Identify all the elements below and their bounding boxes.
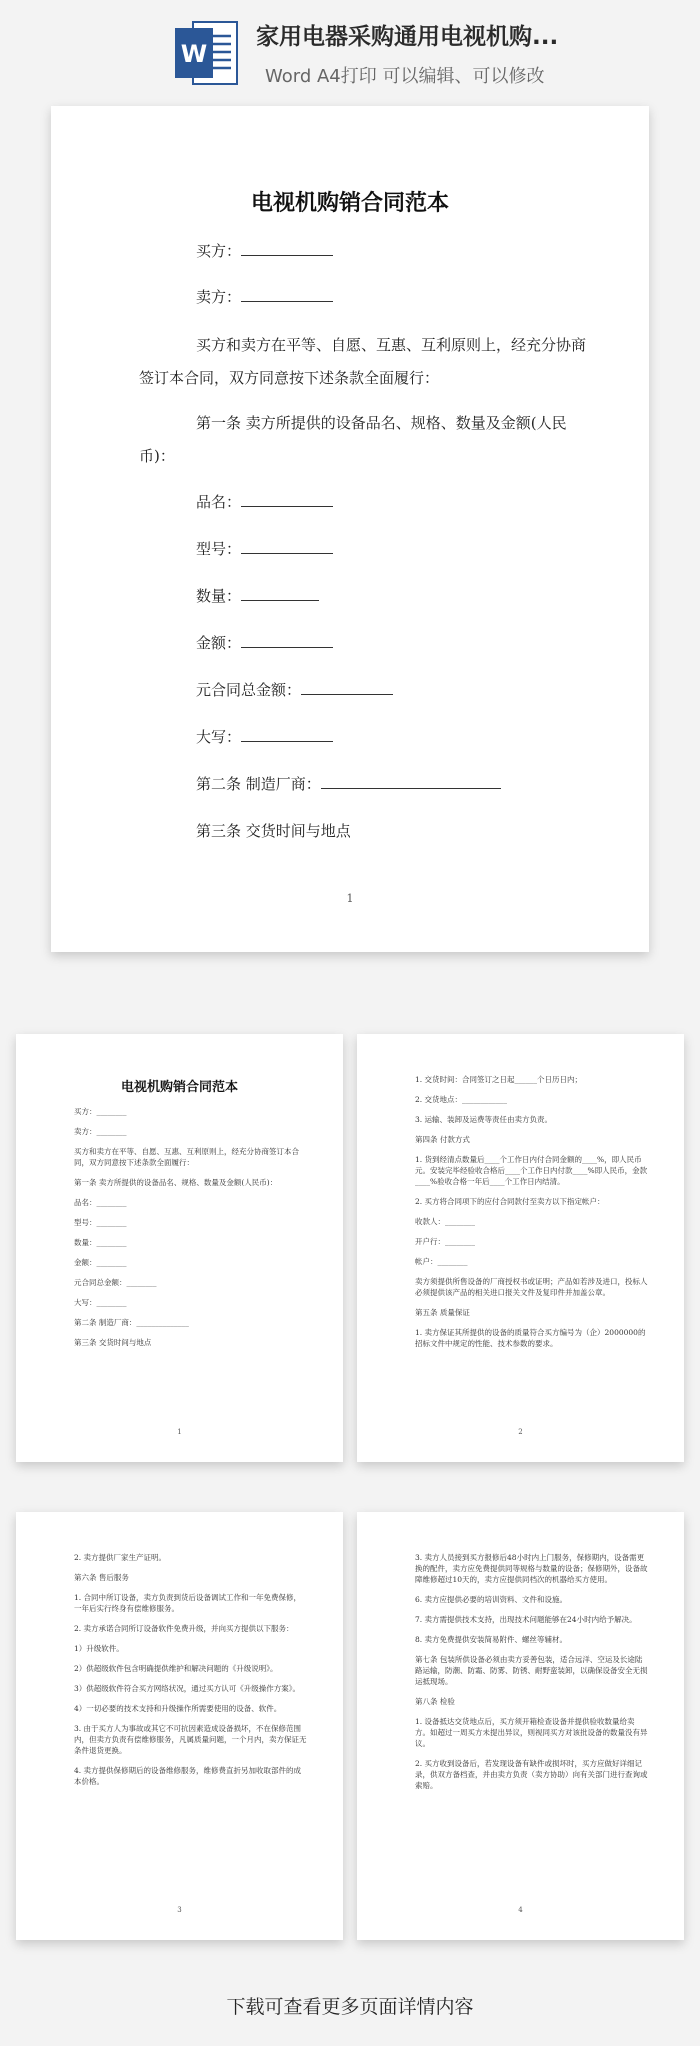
article-1-line-1: 第一条 卖方所提供的设备品名、规格、数量及金额(人民 xyxy=(196,414,567,432)
article-3-line: 第三条 交货时间与地点 xyxy=(196,822,351,840)
thumb-line: 数量：________ xyxy=(74,1238,127,1247)
total-amount-line: 元合同总金额： xyxy=(196,679,393,700)
page-number: 1 xyxy=(346,892,354,905)
thumb-line: 开户行：________ xyxy=(415,1237,475,1246)
thumb-line: 2. 买方收到设备后，若发现设备有缺件或损坏时，买方应做好详细记录，供双方备档查，并由卖方负责（卖方协助）向有关部门进行查询或索赔。 xyxy=(415,1759,648,1790)
intro-line-2: 签订本合同，双方同意按下述条款全面履行： xyxy=(139,369,440,387)
thumb-line: 收款人：________ xyxy=(415,1217,475,1226)
thumb-line: 第八条 检验 xyxy=(415,1697,455,1706)
thumb-line: 第六条 售后服务 xyxy=(74,1573,129,1582)
thumb-line: 1. 设备抵达交货地点后，买方须开箱检查设备并提供验收数量给卖方。如超过一周买方未提出异议，则视同买方对该批设备的数量没有异议。 xyxy=(415,1717,648,1748)
thumb-line: 3）供超级软件符合买方网络状况，通过买方认可《升级操作方案》。 xyxy=(74,1684,301,1693)
thumb-line: 品名：________ xyxy=(74,1198,127,1207)
thumb-line: 8. 卖方免费提供安装简易附件、螺丝等辅材。 xyxy=(415,1635,568,1644)
capital-amount-line: 大写： xyxy=(196,726,333,747)
thumb-line: 2. 卖方承诺合同所订设备软件免费升级，并向买方提供以下服务： xyxy=(74,1624,294,1633)
word-document-icon xyxy=(175,20,239,86)
thumb-1-page-number: 1 xyxy=(177,1428,182,1436)
thumb-line: 2. 卖方提供厂家生产证明。 xyxy=(74,1553,167,1562)
thumb-line: 卖方须提供所售设备的厂商授权书或证明；产品如若涉及进口，投标人必须提供该产品的相关进口报关文件及复印件并加盖公章。 xyxy=(415,1277,648,1297)
thumb-line: 6. 卖方应提供必要的培训资料、文件和设施。 xyxy=(415,1595,568,1604)
thumb-1-content xyxy=(58,1106,308,1357)
thumb-line: 7. 卖方需提供技术支持，出现技术问题能够在24小时内给予解决。 xyxy=(415,1615,637,1624)
page-thumbnail-4[interactable] xyxy=(357,1512,684,1940)
thumb-line: 4. 卖方提供保修期后的设备维修服务，维修费直折另加收取部件的成本价格。 xyxy=(74,1766,302,1786)
thumb-3-content xyxy=(58,1552,308,1796)
page-thumbnail-3[interactable] xyxy=(16,1512,343,1940)
thumb-line: 1）升级软件。 xyxy=(74,1644,124,1653)
thumb-line: 3. 运输、装卸及运费等责任由卖方负责。 xyxy=(415,1115,553,1124)
thumb-line: 2. 买方将合同项下的应付合同款付至卖方以下指定帐户： xyxy=(415,1197,605,1206)
download-more-link[interactable]: 下载可查看更多页面详情内容 xyxy=(226,1996,474,2018)
quantity-line: 数量： xyxy=(196,585,319,606)
thumb-line: 1. 交货时间：合同签订之日起______个日历日内； xyxy=(415,1075,583,1084)
article-2-line: 第二条 制造厂商： xyxy=(196,773,501,794)
document-title: 家用电器采购通用电视机购... xyxy=(256,24,559,50)
thumb-line: 3. 由于买方人为事故或其它不可抗因素造成设备损坏，不在保修范围内，但卖方负责有偿维修服务，凡属质量问题，一个月内，卖方保证无条件退货更换。 xyxy=(74,1724,307,1755)
thumb-line: 第五条 质量保证 xyxy=(415,1308,470,1317)
header xyxy=(0,0,700,98)
document-subtitle: Word A4打印 可以编辑、可以修改 xyxy=(265,66,545,87)
thumb-2-content xyxy=(399,1074,649,1358)
thumb-line: 2）供超级软件包含明确提供维护和解决问题的《升级说明》。 xyxy=(74,1664,278,1673)
amount-line: 金额： xyxy=(196,632,333,653)
thumb-line: 大写：________ xyxy=(74,1298,127,1307)
main-page-preview[interactable] xyxy=(51,106,649,952)
thumb-line: 第一条 卖方所提供的设备品名、规格、数量及金额(人民币)： xyxy=(74,1178,278,1187)
thumb-line: 帐户：________ xyxy=(415,1257,468,1266)
seller-line: 卖方： xyxy=(196,286,333,307)
product-name-line: 品名： xyxy=(196,491,333,512)
thumb-line: 1. 卖方保证其所提供的设备的质量符合买方编号为（企）2000000的招标文件中规定的性能、技术参数的要求。 xyxy=(415,1328,646,1348)
contract-title: 电视机购销合同范本 xyxy=(250,191,449,216)
thumb-4-content xyxy=(399,1552,649,1800)
thumb-line: 买方：________ xyxy=(74,1107,127,1116)
thumb-2-page-number: 2 xyxy=(518,1428,523,1436)
thumb-line: 4）一切必要的技术支持和升级操作所需要使用的设备、软件。 xyxy=(74,1704,282,1713)
page-thumbnail-2[interactable] xyxy=(357,1034,684,1462)
thumb-4-page-number: 4 xyxy=(518,1906,523,1914)
thumb-line: 第三条 交货时间与地点 xyxy=(74,1338,152,1347)
thumb-line: 第二条 制造厂商：______________ xyxy=(74,1318,189,1327)
thumb-line: 2. 交货地点：____________ xyxy=(415,1095,508,1104)
model-line: 型号： xyxy=(196,538,333,559)
intro-line-1: 买方和卖方在平等、自愿、互惠、互利原则上，经充分协商 xyxy=(196,336,587,354)
thumb-line: 第四条 付款方式 xyxy=(415,1135,470,1144)
buyer-line: 买方： xyxy=(196,240,333,261)
thumb-1-title: 电视机购销合同范本 xyxy=(120,1080,238,1095)
thumb-line: 金额：________ xyxy=(74,1258,127,1267)
svg-text:W: W xyxy=(180,40,208,68)
thumb-line: 型号：________ xyxy=(74,1218,127,1227)
thumb-line: 1. 合同中所订设备，卖方负责到货后设备调试工作和一年免费保修，一年后实行终身有偿维修服务。 xyxy=(74,1593,302,1613)
thumb-line: 元合同总金额：________ xyxy=(74,1278,157,1287)
article-1-line-2: 币)： xyxy=(139,447,175,465)
thumb-line: 第七条 包装所供设备必须由卖方妥善包装，适合远洋、空运及长途陆路运输，防潮、防霜、防雾、防锈、耐野蛮装卸，以确保设备安全无损运抵现场。 xyxy=(415,1655,648,1686)
thumb-line: 3. 卖方人员接到买方报修后48小时内上门服务，保修期内，设备需更换的配件，卖方应免费提供同等规格与数量的设备；保修期外，设备故障维修超过10天的，卖方应提供同档次的机器给买方使用。 xyxy=(415,1553,648,1584)
page-thumbnail-1[interactable] xyxy=(16,1034,343,1462)
thumb-line: 买方和卖方在平等、自愿、互惠、互利原则上，经充分协商签订本合同，双方同意按下述条款全面履行： xyxy=(74,1147,299,1167)
thumb-line: 1. 货到经清点数量后____个工作日内付合同金额的____%，即人民币元。安装完毕经验收合格后____个工作日内付款____%即人民币，金款____%验收合格一年后____个工作日内结清。 xyxy=(415,1155,648,1186)
thumb-3-page-number: 3 xyxy=(177,1906,182,1914)
thumb-line: 卖方：________ xyxy=(74,1127,127,1136)
